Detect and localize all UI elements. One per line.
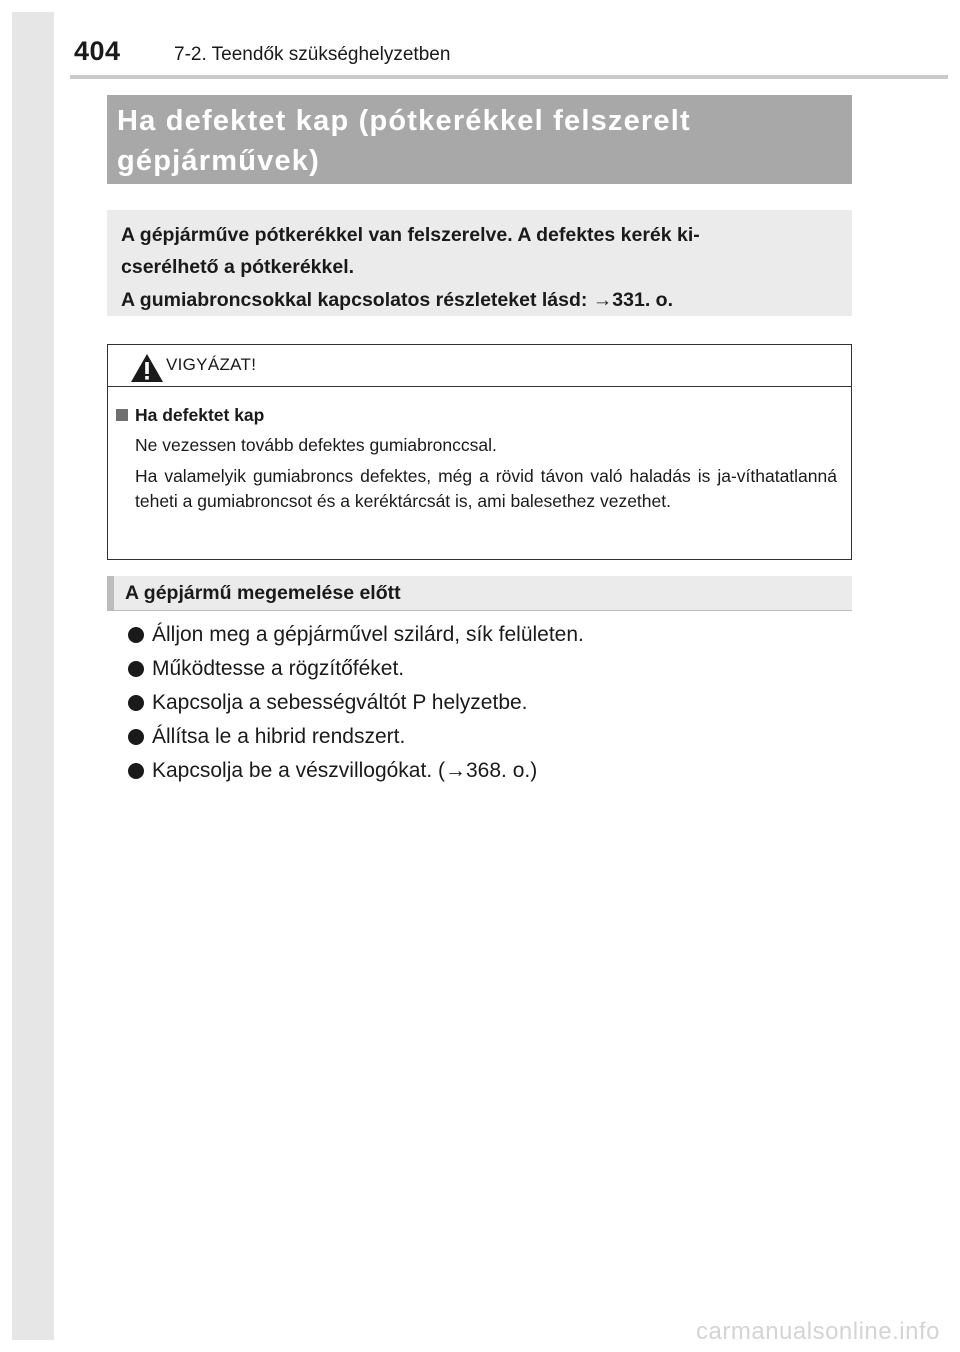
list-item-text: Kapcsolja a sebességváltót P helyzetbe. (152, 691, 528, 714)
caution-title: VIGYÁZAT! (166, 355, 257, 374)
intro-box (107, 210, 852, 316)
intro-reference-text: A gumiabroncsokkal kapcsolatos részleteket lásd: (121, 289, 593, 311)
list-item-text: Kapcsolja be a vészvillogókat. ( (152, 759, 445, 782)
caution-body (108, 387, 851, 514)
page-number: 404 (74, 36, 121, 66)
section-title-line-2: gépjárművek) (117, 145, 320, 177)
list-item-text: Működtesse a rögzítőféket. (152, 657, 405, 680)
list-item-text: Állítsa le a hibrid rendszert. (152, 725, 406, 748)
list-item (128, 720, 848, 754)
intro-line-3 (121, 284, 838, 316)
section-title-line-1: Ha defektet kap (pótkerékkel felszerelt (117, 105, 691, 137)
reference-arrow-icon: → (445, 759, 466, 782)
warning-triangle-icon (130, 353, 164, 383)
list-item (128, 652, 848, 686)
caution-paragraph-2: Ha valamelyik gumiabroncs defektes, még a rövid távon való haladás is ja-víthatatlanná teheti a gumiabroncsot és a keréktárcsát is, ami balesethez vezethet. (135, 466, 837, 511)
subsection-accent-bar (107, 576, 114, 611)
caution-paragraph-1: Ne vezessen tovább defektes gumiabronccsal. (135, 435, 497, 455)
header-rule (70, 75, 948, 79)
caution-subhead-text: Ha defektet kap (135, 405, 265, 425)
round-bullet-icon (128, 729, 144, 745)
round-bullet-icon (128, 627, 144, 643)
round-bullet-icon (128, 661, 144, 677)
subsection-banner (107, 576, 852, 611)
left-margin-strip (12, 12, 54, 1340)
list-item (128, 754, 848, 788)
list-item (128, 686, 848, 720)
caution-subhead (116, 403, 837, 427)
square-bullet-icon (116, 409, 128, 421)
watermark-text: carmanualsonline.info (696, 1318, 940, 1345)
caution-header (108, 345, 851, 387)
intro-page-reference[interactable]: 331. o. (612, 289, 673, 311)
caution-box (107, 344, 852, 560)
subsection-title: A gépjármű megemelése előtt (125, 582, 401, 604)
list-item-page-reference[interactable]: 368. o.) (466, 759, 538, 782)
list-item-text: Álljon meg a gépjárművel szilárd, sík felületen. (152, 623, 584, 646)
reference-arrow-icon: → (592, 289, 613, 311)
watermark (560, 1318, 940, 1348)
list-item (128, 618, 848, 652)
chapter-title: 7-2. Teendők szükséghelyzetben (174, 44, 451, 65)
round-bullet-icon (128, 763, 144, 779)
round-bullet-icon (128, 695, 144, 711)
preparation-steps-list (128, 618, 848, 788)
intro-line-2: cserélhető a pótkerékkel. (121, 256, 355, 278)
intro-line-1: A gépjárműve pótkerékkel van felszerelve. A defektes kerék ki- (121, 224, 700, 246)
section-title-banner (107, 95, 852, 184)
